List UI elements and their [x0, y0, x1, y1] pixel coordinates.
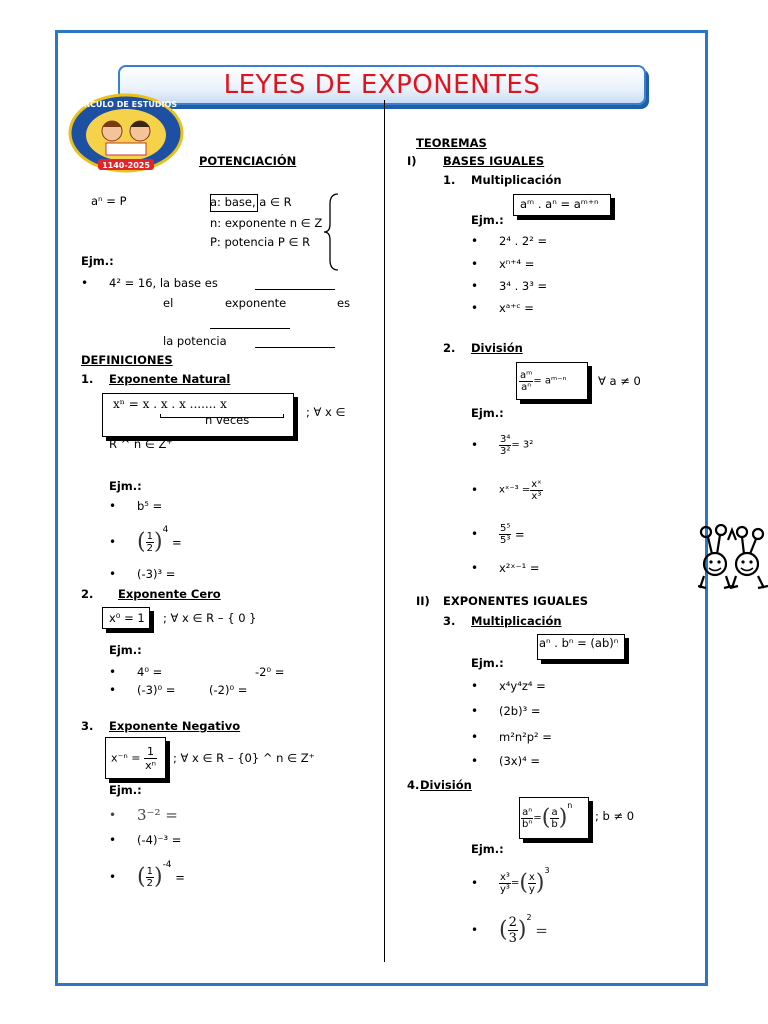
- d3-ex1: • 3⁻² =: [137, 806, 178, 824]
- d3-ejm: Ejm.:: [109, 783, 142, 797]
- d3-ex3: • ( $\frac{1}{2}$ )$^{-4}$ =: [137, 861, 185, 893]
- d2-ex1: • 4⁰ =: [137, 665, 162, 679]
- d1-ex1: • b⁵ =: [137, 499, 162, 513]
- study-circle-logo: [68, 93, 186, 173]
- ii-number: II): [416, 594, 430, 608]
- equal-exp-div-formula: $\frac{\text{aⁿ}}{\text{bⁿ}}$ =( $\frac{a}{b}$ )$^n$: [522, 801, 573, 831]
- n-veces-label: n veces: [205, 413, 250, 427]
- i2-ejm: Ejm.:: [471, 406, 504, 420]
- div-cond: ∀ a ≠ 0: [598, 374, 641, 388]
- teoremas-heading: TEOREMAS: [416, 136, 487, 150]
- bases-iguales-heading: BASES IGUALES: [443, 154, 545, 168]
- i1-ex4: • xᵃ⁺ᶜ =: [499, 301, 534, 315]
- potenciacion-heading: POTENCIACIÓN: [199, 154, 297, 168]
- equal-exp-mult-formula: aⁿ . bⁿ = (ab)ⁿ: [539, 636, 619, 650]
- page-title: LEYES DE EXPONENTES: [118, 65, 646, 105]
- def-base: a: base, a ∈ R: [210, 195, 292, 209]
- blank-base: [255, 289, 335, 290]
- natural-cond-1: ; ∀ x ∈: [306, 405, 346, 419]
- exponente-natural-heading: Exponente Natural: [109, 372, 231, 386]
- i2-ex2: • xˣ⁻³ = $\frac{\text{xˣ}}{\text{x³}}$: [499, 474, 543, 506]
- ex1-exponent-word: exponente: [225, 296, 287, 310]
- i1-ejm: Ejm.:: [471, 213, 504, 227]
- i1-ex2: • xⁿ⁺⁴ =: [499, 257, 534, 271]
- column-divider: [384, 100, 385, 962]
- definiciones-heading: DEFINICIONES: [81, 353, 173, 367]
- d2-ejm: Ejm.:: [109, 643, 142, 657]
- i2-number: 2.: [443, 341, 456, 355]
- negative-cond: ; ∀ x ∈ R – {0} ^ n ∈ Z⁺: [173, 751, 315, 765]
- d3-ex2: • (-4)⁻³ =: [137, 833, 181, 847]
- i-number: I): [407, 154, 417, 168]
- ii4-ex2: • ( $\frac{2}{3}$ )$^2$ =: [499, 912, 548, 948]
- ejm-label: Ejm.:: [81, 254, 114, 268]
- ii3-ex2: • (2b)³ =: [499, 704, 541, 718]
- ex1-el: el: [163, 296, 174, 310]
- natural-cond-2: R ^ n ∈ Z⁺: [109, 437, 173, 451]
- ii3-number: 3.: [443, 614, 456, 628]
- right-brace: [322, 192, 340, 272]
- d3-number: 3.: [81, 719, 94, 733]
- i2-ex3: • $\frac{\text{5⁵}}{\text{5³}}$ =: [499, 518, 525, 550]
- ii4-ejm: Ejm.:: [471, 842, 504, 856]
- svg-text:1140-2025: 1140-2025: [102, 161, 150, 170]
- i1-number: 1.: [443, 173, 456, 187]
- ii4-ex1: • $\frac{\text{x³}}{\text{y³}}$ =( $\frac{x}{y}$ )$^3$: [499, 866, 550, 900]
- mult-formula: aᵐ . aⁿ = aᵐ⁺ⁿ: [520, 197, 599, 211]
- negative-formula: x⁻ⁿ = $\frac{1}{\text{xⁿ}}$: [111, 745, 156, 772]
- d1-ex2: • ( $\frac{1}{2}$ )$^4$ =: [137, 527, 182, 557]
- ii4-number: 4.: [407, 778, 420, 792]
- i2-division: División: [471, 341, 523, 355]
- d1-ejm: Ejm.:: [109, 479, 142, 493]
- d1-ex3: • (-3)³ =: [137, 567, 175, 581]
- example-4-squared: • 4² = 16, la base es: [109, 276, 218, 290]
- ii3-multiplicacion: Multiplicación: [471, 614, 562, 628]
- zero-formula: x⁰ = 1: [109, 611, 145, 625]
- ex1-potencia: la potencia: [163, 334, 227, 348]
- svg-text:CIRCULO DE ESTUDIOS: CIRCULO DE ESTUDIOS: [74, 100, 178, 109]
- d2-ex1b: -2⁰ =: [255, 665, 285, 679]
- i1-multiplicacion: Multiplicación: [471, 173, 562, 187]
- equal-exp-div-cond: ; b ≠ 0: [595, 809, 635, 823]
- i2-ex1: • $\frac{\text{3⁴}}{\text{3²}}$ = 3²: [499, 430, 533, 460]
- ex1-es: es: [337, 296, 351, 310]
- zero-cond: ; ∀ x ∈ R – { 0 }: [163, 611, 257, 625]
- d2-ex2: • (-3)⁰ =: [137, 683, 175, 697]
- kids-doodle: [698, 524, 768, 592]
- ii3-ex4: • (3x)⁴ =: [499, 754, 540, 768]
- exponente-cero-heading: Exponente Cero: [118, 587, 221, 601]
- blank-exponent: [210, 328, 290, 329]
- i1-ex1: • 2⁴ . 2² =: [499, 234, 547, 248]
- d2-number: 2.: [81, 587, 94, 601]
- ii4-division: División: [420, 778, 472, 792]
- natural-formula: xⁿ = x . x . x ....... x: [113, 397, 227, 411]
- exponentes-iguales-heading: EXPONENTES IGUALES: [443, 594, 589, 608]
- d2-ex2b: (-2)⁰ =: [209, 683, 248, 697]
- ii3-ejm: Ejm.:: [471, 656, 504, 670]
- div-formula: $\frac{\text{aᵐ}}{\text{aⁿ}}$ = aᵐ⁻ⁿ: [520, 370, 567, 393]
- power-definition: aⁿ = P: [91, 194, 127, 208]
- def-exponent: n: exponente n ∈ Z: [210, 216, 323, 230]
- exponente-negativo-heading: Exponente Negativo: [109, 719, 241, 733]
- i1-ex3: • 3⁴ . 3³ =: [499, 279, 547, 293]
- ii3-ex3: • m²n²p² =: [499, 730, 552, 744]
- d1-number: 1.: [81, 372, 94, 386]
- def-power: P: potencia P ∈ R: [210, 235, 311, 249]
- blank-power: [255, 347, 335, 348]
- i2-ex4: • x²ˣ⁻¹ =: [499, 561, 540, 575]
- ii3-ex1: • x⁴y⁴z⁴ =: [499, 679, 546, 693]
